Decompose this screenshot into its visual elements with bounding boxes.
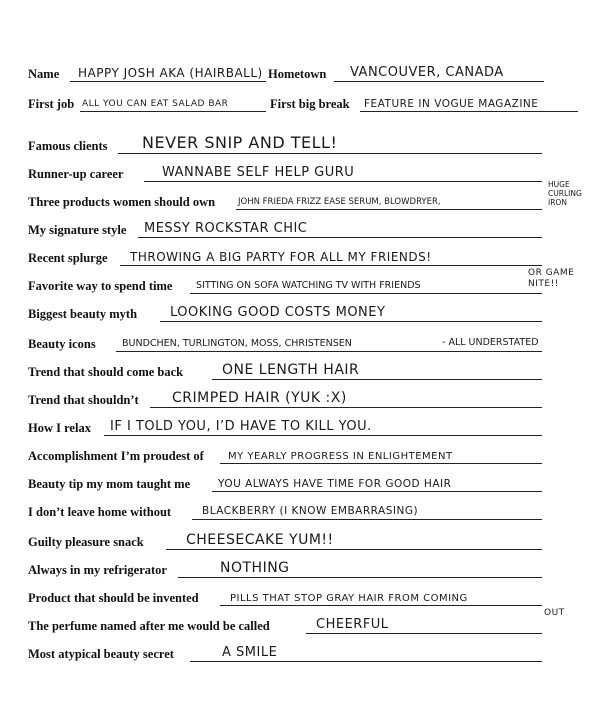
signature-style-label: My signature style bbox=[28, 223, 127, 237]
row-trend-come-back bbox=[0, 362, 589, 382]
invented-line bbox=[220, 605, 542, 606]
name-line bbox=[70, 81, 266, 82]
dont-leave-answer: BLACKBERRY (I KNOW EMBARRASING) bbox=[202, 505, 419, 517]
trend-shouldnt-line bbox=[150, 407, 542, 408]
trend-come-back-line bbox=[212, 379, 542, 380]
trend-shouldnt-answer: CRIMPED HAIR (YUK :X) bbox=[172, 390, 347, 406]
refrigerator-line bbox=[178, 577, 542, 578]
atypical-secret-answer: A SMILE bbox=[222, 645, 278, 660]
perfume-label: The perfume named after me would be called bbox=[28, 619, 270, 633]
famous-clients-label: Famous clients bbox=[28, 139, 108, 153]
recent-splurge-label: Recent splurge bbox=[28, 251, 108, 265]
how-relax-label: How I relax bbox=[28, 421, 91, 435]
recent-splurge-answer: THROWING A BIG PARTY FOR ALL MY FRIENDS! bbox=[130, 250, 432, 264]
favorite-way-answer: SITTING ON SOFA WATCHING TV WITH FRIENDS bbox=[196, 280, 421, 291]
favorite-way-extra: OR GAME NITE!! bbox=[528, 268, 575, 289]
row-beauty-myth bbox=[0, 304, 589, 324]
first-big-break-answer: FEATURE IN VOGUE MAGAZINE bbox=[364, 98, 539, 110]
famous-clients-line bbox=[118, 153, 542, 154]
guilty-snack-answer: CHEESECAKE YUM!! bbox=[186, 532, 334, 548]
three-products-line bbox=[236, 209, 542, 210]
row-atypical-secret bbox=[0, 644, 589, 664]
three-products-extra: HUGE CURLING IRON bbox=[548, 180, 582, 207]
row-accomplishment bbox=[0, 446, 589, 466]
signature-style-line bbox=[138, 237, 542, 238]
hometown-label: Hometown bbox=[268, 67, 327, 81]
row-beauty-icons bbox=[0, 334, 589, 354]
trend-come-back-answer: ONE LENGTH HAIR bbox=[222, 362, 360, 378]
row-recent-splurge bbox=[0, 248, 589, 268]
beauty-tip-line bbox=[212, 491, 542, 492]
first-job-line bbox=[80, 111, 266, 112]
row-name-hometown bbox=[0, 64, 589, 84]
row-dont-leave bbox=[0, 502, 589, 522]
three-products-label: Three products women should own bbox=[28, 195, 216, 209]
row-guilty-snack bbox=[0, 532, 589, 552]
favorite-way-line bbox=[190, 293, 542, 294]
beauty-tip-answer: YOU ALWAYS HAVE TIME FOR GOOD HAIR bbox=[218, 478, 452, 490]
refrigerator-label: Always in my refrigerator bbox=[28, 563, 167, 577]
trend-come-back-label: Trend that should come back bbox=[28, 365, 184, 379]
beauty-icons-extra: - ALL UNDERSTATED bbox=[442, 337, 539, 348]
dont-leave-line bbox=[192, 519, 542, 520]
first-job-answer: ALL YOU CAN EAT SALAD BAR bbox=[82, 99, 229, 109]
favorite-way-label: Favorite way to spend time bbox=[28, 279, 173, 293]
row-runner-up bbox=[0, 164, 589, 184]
runner-up-label: Runner-up career bbox=[28, 167, 124, 181]
accomplishment-line bbox=[220, 463, 542, 464]
recent-splurge-line bbox=[120, 265, 542, 266]
row-favorite-way bbox=[0, 268, 589, 296]
beauty-tip-label: Beauty tip my mom taught me bbox=[28, 477, 191, 491]
beauty-myth-answer: LOOKING GOOD COSTS MONEY bbox=[170, 305, 386, 320]
beauty-myth-label: Biggest beauty myth bbox=[28, 307, 138, 321]
how-relax-line bbox=[104, 435, 542, 436]
row-invented bbox=[0, 588, 589, 618]
row-beauty-tip bbox=[0, 474, 589, 494]
beauty-icons-line bbox=[116, 351, 542, 352]
first-job-label: First job bbox=[28, 97, 75, 111]
beauty-myth-line bbox=[160, 321, 542, 322]
invented-label: Product that should be invented bbox=[28, 591, 199, 605]
perfume-line bbox=[306, 633, 542, 634]
accomplishment-answer: MY YEARLY PROGRESS IN ENLIGHTEMENT bbox=[228, 451, 453, 462]
row-firstjob-break bbox=[0, 94, 589, 114]
first-big-break-label: First big break bbox=[270, 97, 350, 111]
invented-answer: PILLS THAT STOP GRAY HAIR FROM COMING bbox=[230, 593, 468, 604]
perfume-answer: CHEERFUL bbox=[316, 617, 389, 632]
name-label: Name bbox=[28, 67, 60, 81]
beauty-icons-label: Beauty icons bbox=[28, 337, 96, 351]
atypical-secret-label: Most atypical beauty secret bbox=[28, 647, 174, 661]
hometown-answer: VANCOUVER, CANADA bbox=[350, 65, 504, 80]
trend-shouldnt-label: Trend that shouldn’t bbox=[28, 393, 139, 407]
guilty-snack-line bbox=[166, 549, 542, 550]
runner-up-answer: WANNABE SELF HELP GURU bbox=[162, 165, 355, 180]
guilty-snack-label: Guilty pleasure snack bbox=[28, 535, 144, 549]
row-refrigerator bbox=[0, 560, 589, 580]
invented-extra: OUT bbox=[544, 608, 565, 618]
three-products-answer: JOHN FRIEDA FRIZZ EASE SERUM, BLOWDRYER, bbox=[238, 197, 441, 207]
row-three-products bbox=[0, 180, 589, 212]
hometown-line bbox=[334, 81, 544, 82]
first-big-break-line bbox=[360, 111, 578, 112]
refrigerator-answer: NOTHING bbox=[220, 560, 290, 576]
how-relax-answer: IF I TOLD YOU, I’D HAVE TO KILL YOU. bbox=[110, 419, 372, 434]
runner-up-line bbox=[144, 181, 542, 182]
row-trend-shouldnt bbox=[0, 390, 589, 410]
row-perfume bbox=[0, 616, 589, 636]
row-how-relax bbox=[0, 418, 589, 438]
atypical-secret-line bbox=[190, 661, 542, 662]
famous-clients-answer: NEVER SNIP AND TELL! bbox=[142, 133, 338, 152]
beauty-icons-answer: BUNDCHEN, TURLINGTON, MOSS, CHRISTENSEN bbox=[122, 338, 352, 349]
dont-leave-label: I don’t leave home without bbox=[28, 505, 172, 519]
name-answer: HAPPY JOSH AKA (HAIRBALL) bbox=[78, 66, 263, 80]
accomplishment-label: Accomplishment I’m proudest of bbox=[28, 449, 204, 463]
signature-style-answer: MESSY ROCKSTAR CHIC bbox=[144, 221, 308, 236]
row-signature-style bbox=[0, 220, 589, 240]
row-famous-clients bbox=[0, 133, 589, 156]
